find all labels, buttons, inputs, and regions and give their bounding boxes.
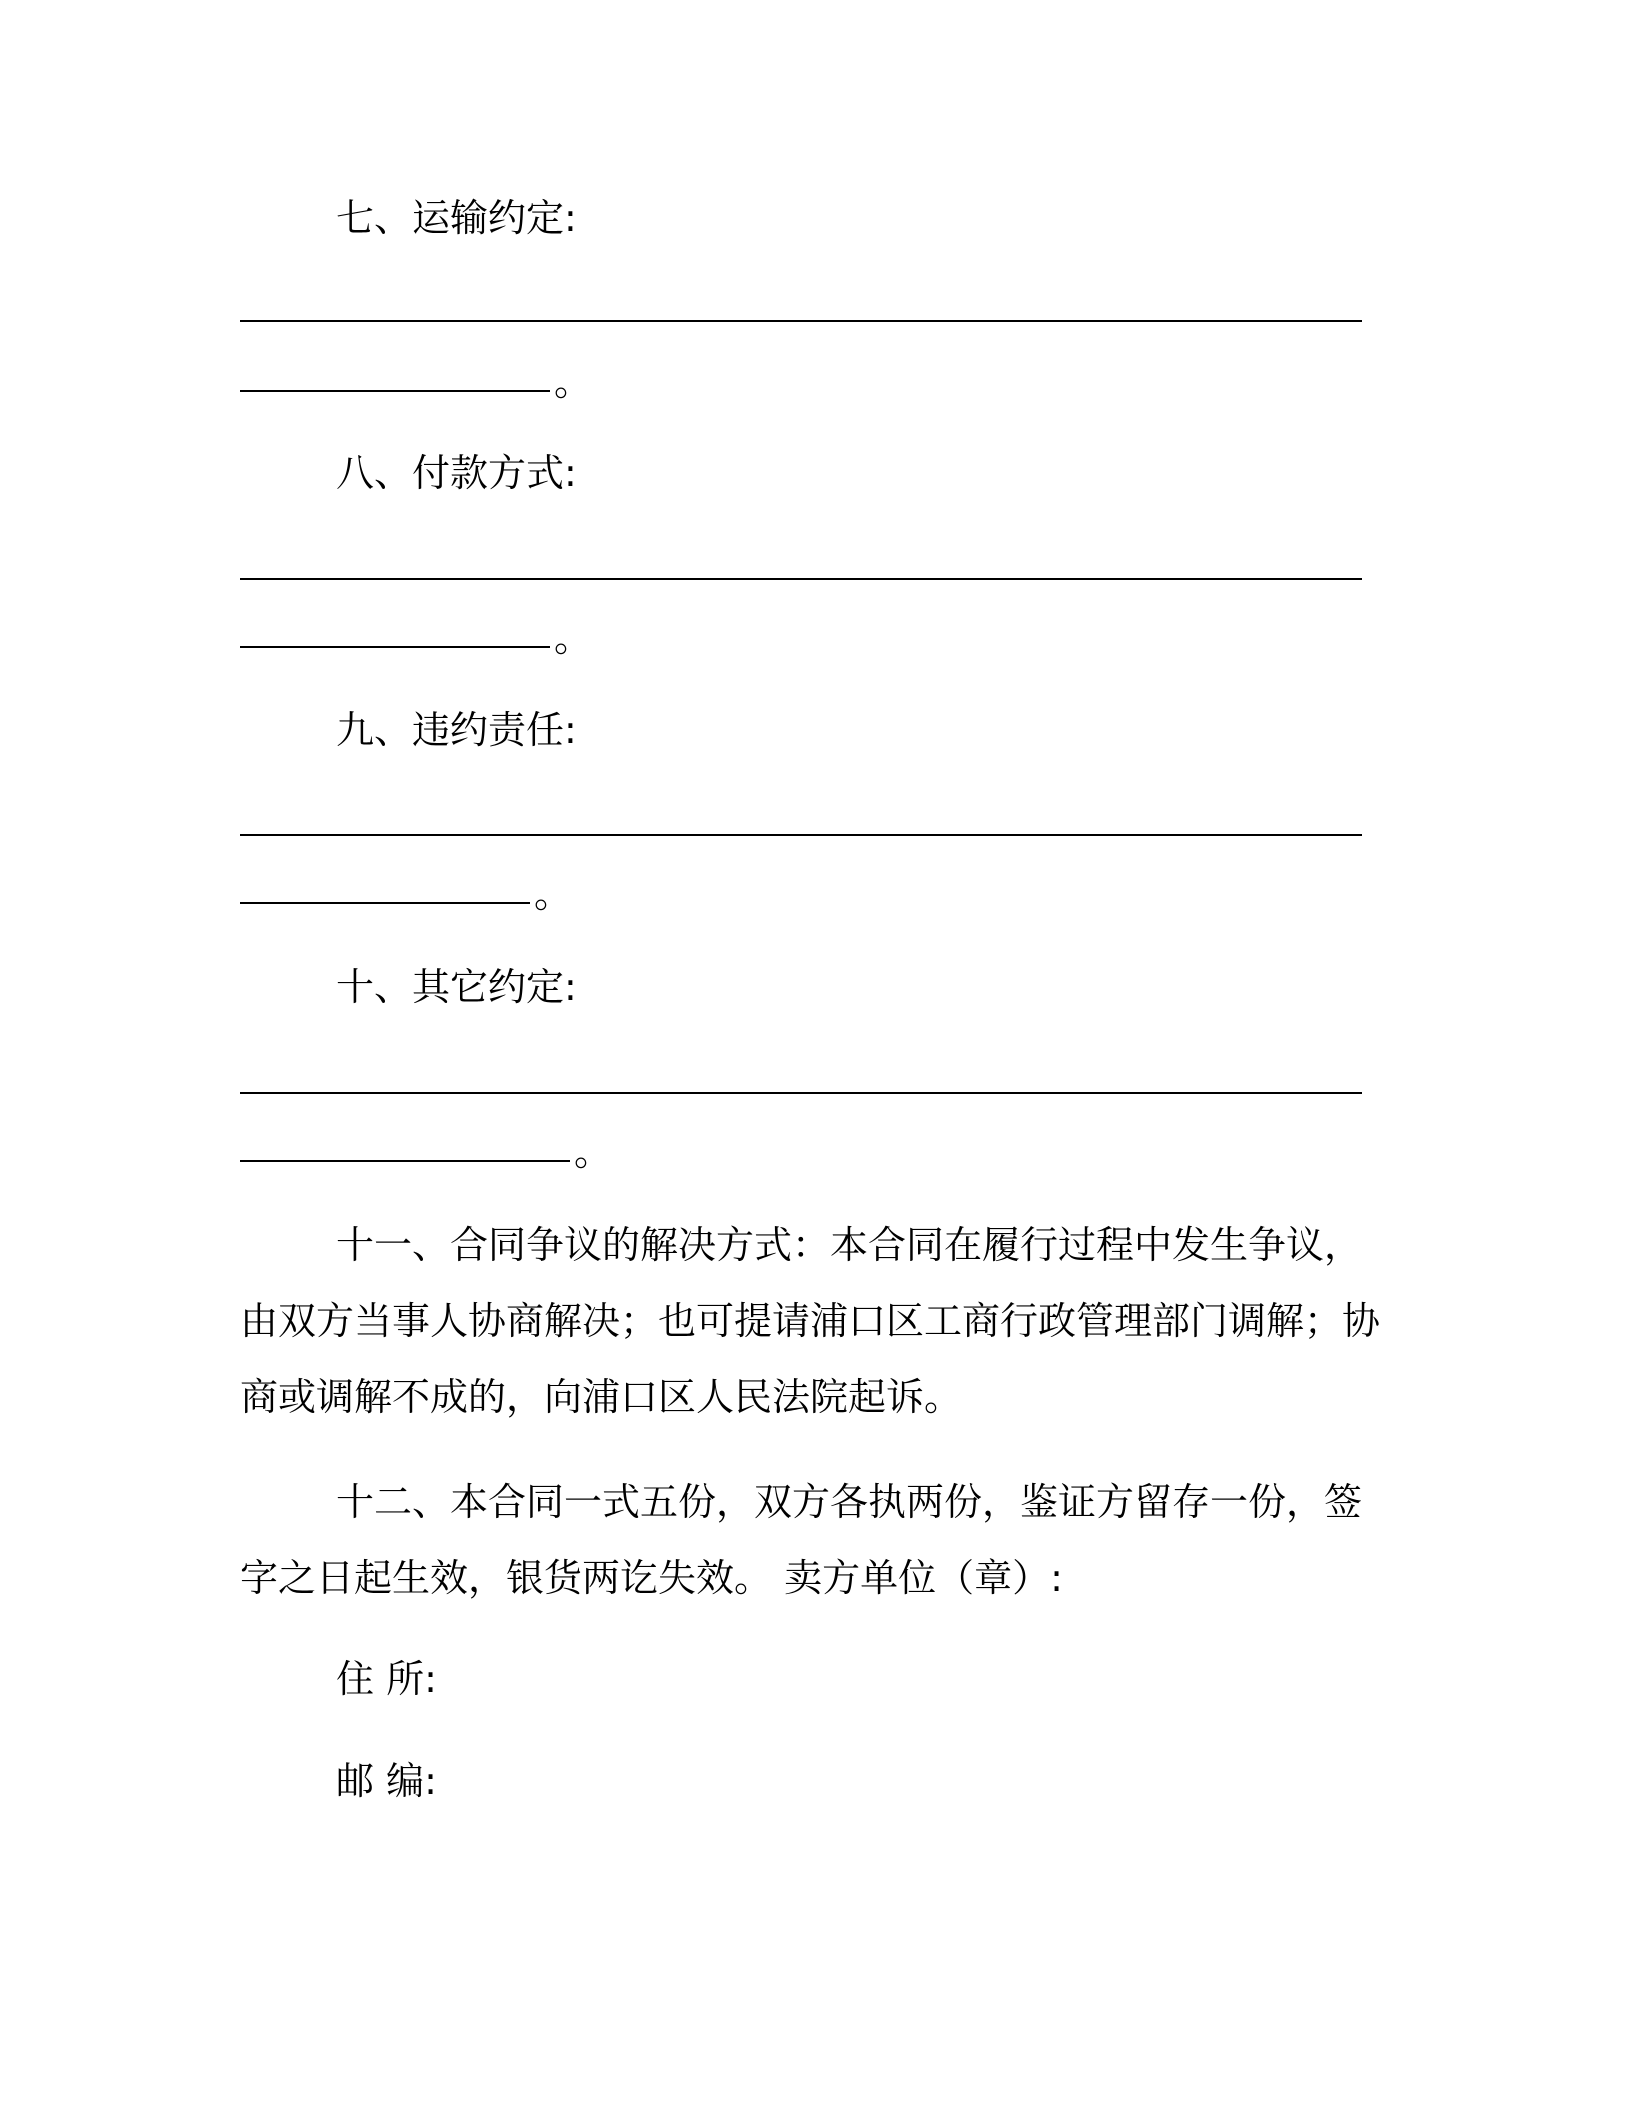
- blank-rule: [240, 1160, 570, 1162]
- clause-11-text: 十一、合同争议的解决方式：本合同在履行过程中发生争议，由双方当事人协商解决；也可提请浦口区工商行政管理部门调解；协商或调解不成的，向浦口区人民法院起诉。: [240, 1223, 1381, 1419]
- section-7-blank-line-1: [240, 282, 1362, 322]
- section-9-blank-line-1: [240, 796, 1362, 836]
- section-7-heading: 七、运输约定:: [336, 196, 577, 240]
- period-mark: 。: [554, 360, 593, 404]
- section-8-blank-line-1: [240, 540, 1362, 580]
- section-7-blank-line-2: [240, 352, 593, 404]
- clause-11-dispute-resolution: [240, 1207, 1380, 1435]
- blank-rule: [240, 390, 550, 392]
- blank-rule: [240, 902, 530, 904]
- period-mark: 。: [534, 872, 573, 916]
- period-mark: 。: [554, 616, 593, 660]
- section-10-blank-line-1: [240, 1054, 1362, 1094]
- section-9-heading: 九、违约责任:: [336, 708, 577, 752]
- section-8-heading: 八、付款方式:: [336, 451, 577, 495]
- period-mark: 。: [574, 1130, 613, 1174]
- blank-rule: [240, 578, 1362, 580]
- clause-12-text: 十二、本合同一式五份，双方各执两份，鉴证方留存一份，签字之日起生效，银货两讫失效。 卖方单位（章）:: [240, 1480, 1363, 1600]
- section-10-blank-line-2: [240, 1122, 613, 1174]
- section-8-blank-line-2: [240, 608, 593, 660]
- section-10-heading: 十、其它约定:: [336, 965, 577, 1009]
- blank-rule: [240, 834, 1362, 836]
- blank-rule: [240, 1092, 1362, 1094]
- section-9-blank-line-2: [240, 864, 573, 916]
- seller-postcode-label: 邮 编:: [336, 1759, 437, 1803]
- blank-rule: [240, 646, 550, 648]
- clause-12-copies-and-effect: [240, 1464, 1380, 1616]
- seller-address-label: 住 所:: [336, 1657, 437, 1701]
- blank-rule: [240, 320, 1362, 322]
